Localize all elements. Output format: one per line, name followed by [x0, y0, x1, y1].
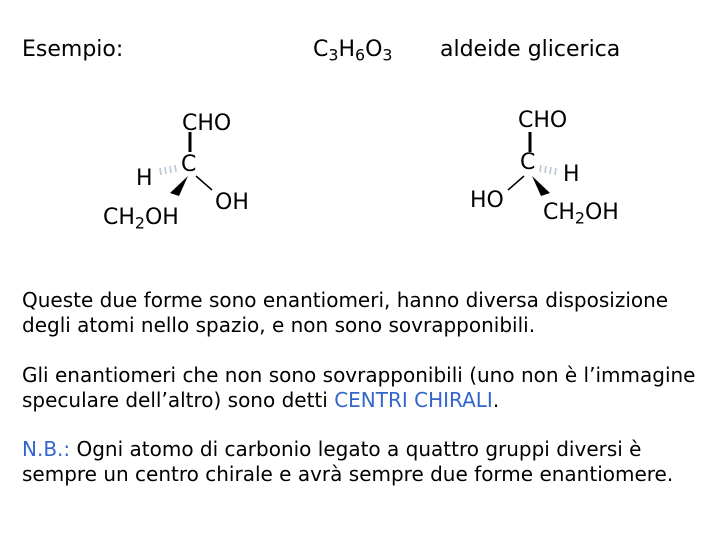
right-hashed-bond-h: [540, 165, 556, 175]
left-oh-group: OH: [215, 190, 249, 215]
chiral-center-definition: [22, 363, 712, 413]
compound-name: aldeide glicerica: [440, 37, 621, 62]
left-ch2oh-group: [103, 205, 179, 231]
right-ch2oh-group: [543, 200, 619, 226]
enantiomer-description: Queste due forme sono enantiomeri, hanno diversa disposizione degli atomi nello spazio, e non sono sovrapponibili.: [22, 288, 669, 337]
left-ch2oh-ch: CH: [103, 205, 135, 230]
left-bond-oh: [196, 176, 212, 190]
right-ch2oh-ch: CH: [543, 200, 575, 225]
example-label: Esempio:: [22, 37, 124, 62]
right-wedge-bond-ch2oh: [532, 176, 550, 196]
formula-h: H: [338, 37, 355, 62]
nota-bene-text: Ogni atomo di carbonio legato a quattro gruppi diversi è sempre un centro chirale e avrà sempre due forme enantiomere.: [22, 437, 674, 486]
right-cho-group: CHO: [518, 108, 568, 133]
right-bond-ho: [508, 176, 524, 190]
nota-bene-note: [22, 437, 712, 487]
right-ch2oh-subscript: 2: [574, 208, 585, 228]
left-ch2oh-subscript: 2: [134, 213, 145, 233]
left-ch2oh-oh: OH: [144, 205, 179, 230]
left-chiral-carbon: C: [181, 152, 197, 177]
right-h-atom: H: [563, 162, 580, 187]
chiral-definition-period: .: [492, 388, 500, 412]
chiral-definition-text: Gli enantiomeri che non sono sovrapponibili (uno non è l’immagine speculare dell’altro) sono detti: [22, 363, 696, 412]
nota-bene-label: N.B.:: [22, 437, 71, 461]
right-ch2oh-oh: OH: [584, 200, 619, 225]
formula-h-count: 6: [355, 45, 366, 65]
left-cho-group: CHO: [182, 111, 232, 136]
right-ho-group: HO: [470, 188, 504, 213]
left-hashed-bond-h: [160, 165, 176, 175]
chiral-centers-term: CENTRI CHIRALI: [334, 388, 493, 412]
formula-o: O: [365, 37, 383, 62]
formula-o-count: 3: [382, 45, 393, 65]
formula-c: C: [313, 37, 329, 62]
formula-c-count: 3: [328, 45, 339, 65]
left-h-atom: H: [136, 166, 153, 191]
right-chiral-carbon: C: [520, 150, 536, 175]
left-wedge-bond-ch2oh: [170, 176, 188, 196]
